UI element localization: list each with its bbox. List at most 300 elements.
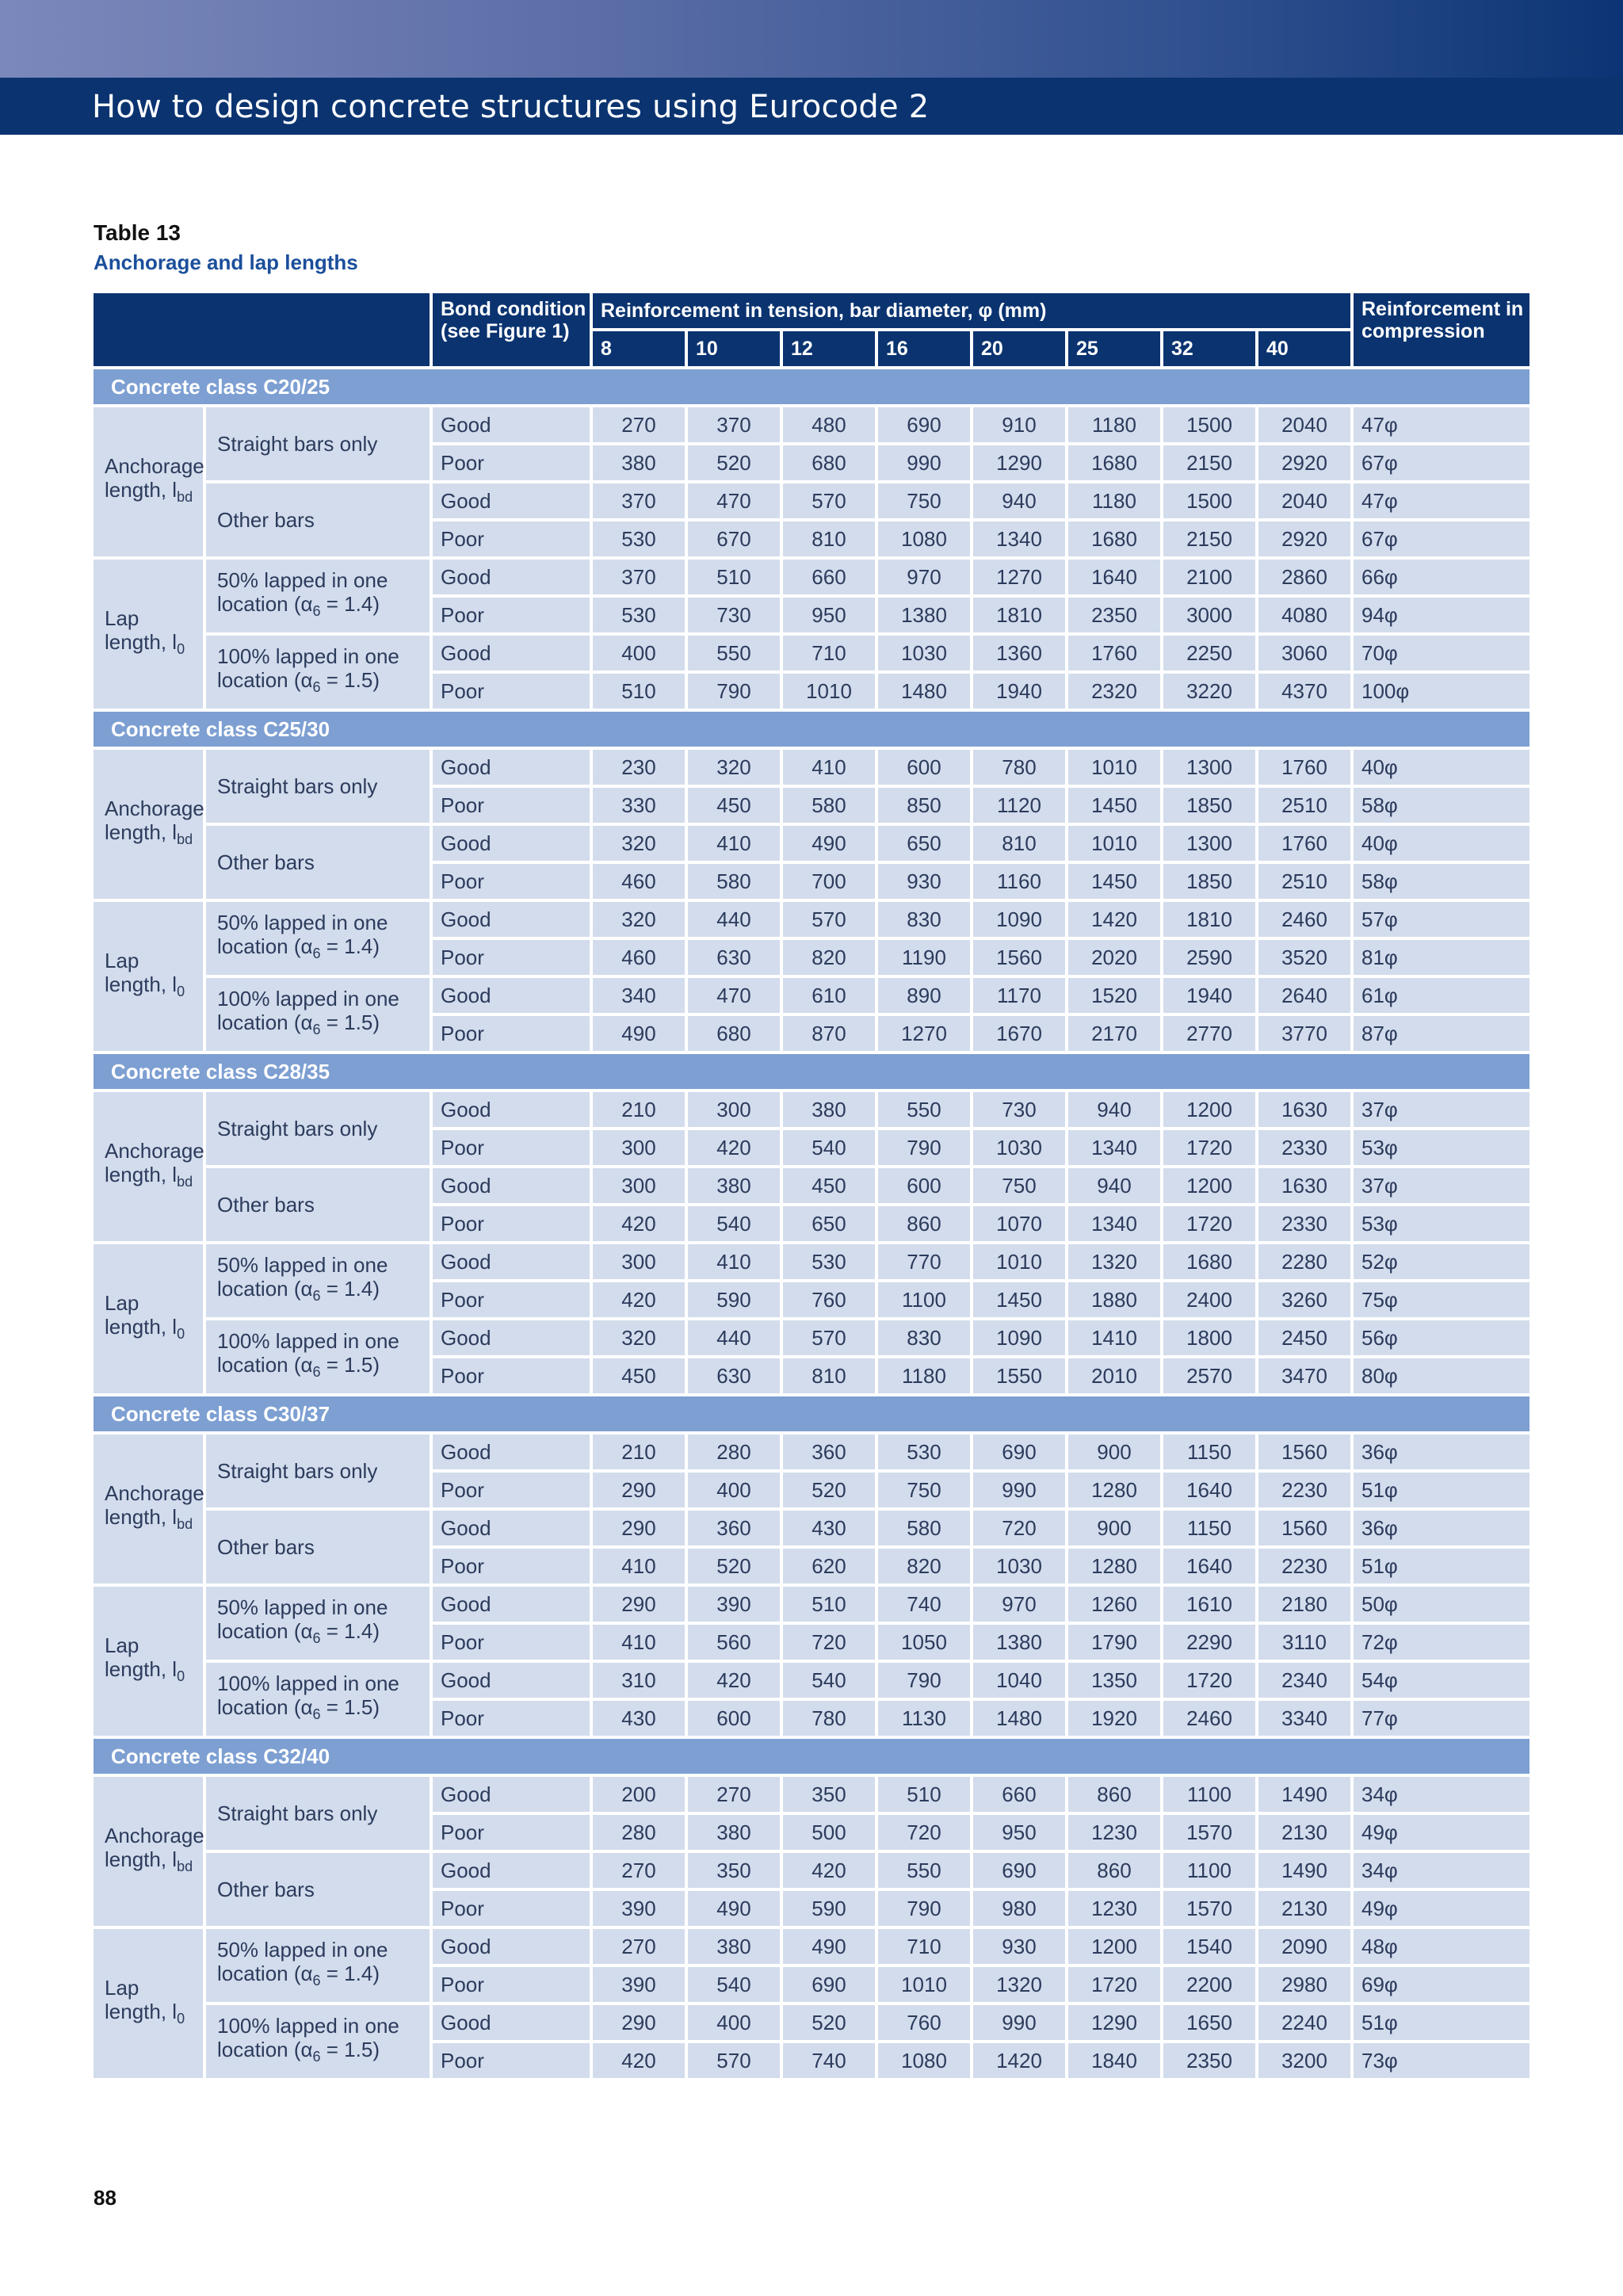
table-cell-value: 1570 — [1186, 1896, 1232, 1920]
tension-length-cell — [593, 560, 685, 594]
tension-length-cell — [1258, 598, 1350, 632]
table-cell-value: 94φ — [1361, 602, 1398, 627]
table-cell-value: 320 — [621, 831, 656, 855]
group-lap-length — [94, 1929, 203, 2078]
table-cell-value: 66φ — [1361, 564, 1398, 589]
subgroup-50-lapped-text: 50% lapped in one location (α — [217, 1595, 388, 1644]
table-cell-value: 580 — [716, 869, 751, 893]
table-cell-value: 4080 — [1281, 602, 1327, 627]
tension-length-cell — [593, 902, 685, 937]
document-title: How to design concrete structures using Eurocode 2 — [92, 89, 930, 125]
tension-length-cell — [878, 1320, 970, 1355]
tension-length-cell — [878, 1206, 970, 1241]
table-cell-value: 330 — [621, 793, 656, 817]
table-cell-value: 990 — [1002, 2010, 1037, 2034]
table-cell-value: 4370 — [1281, 678, 1327, 703]
table-cell-value: 850 — [907, 793, 941, 817]
table-cell-value: 53φ — [1361, 1211, 1398, 1236]
table-cell-value: 1680 — [1091, 526, 1137, 551]
table-cell-value: 1450 — [1091, 869, 1137, 893]
tension-length-cell — [593, 1511, 685, 1545]
tension-length-cell — [1068, 1587, 1160, 1622]
table-cell-value: 1420 — [996, 2048, 1042, 2073]
table-cell-value: 320 — [716, 755, 751, 779]
table-cell-value: 530 — [907, 1439, 941, 1464]
tension-length-cell — [783, 2043, 875, 2078]
group-lap-text: Lap length, l — [105, 606, 178, 655]
tension-length-cell — [1163, 1435, 1255, 1469]
table-cell-value: 300 — [716, 1097, 751, 1121]
table-cell-value: 1570 — [1186, 1820, 1232, 1844]
bond-condition-cell — [433, 902, 590, 937]
tension-length-cell — [973, 1473, 1065, 1507]
tension-length-cell — [1163, 940, 1255, 975]
bond-condition-cell — [433, 2043, 590, 2078]
tension-length-cell — [1258, 560, 1350, 594]
tension-length-cell — [783, 1016, 875, 1051]
table-cell-value: 970 — [1002, 1591, 1037, 1616]
subgroup-50-lapped-tail: = 1.4) — [320, 592, 380, 617]
tension-length-cell — [1258, 1244, 1350, 1279]
table-cell-value: 49φ — [1361, 1820, 1398, 1844]
tension-length-cell — [973, 1891, 1065, 1926]
table-cell-value: 480 — [812, 412, 846, 437]
compression-length-cell — [1354, 1967, 1529, 2002]
table-cell-value: 600 — [907, 1173, 941, 1198]
table-cell-value: 2350 — [1091, 602, 1137, 627]
table-cell-value: 570 — [812, 907, 846, 931]
tension-length-cell — [1068, 826, 1160, 861]
bond-condition-cell — [433, 1815, 590, 1850]
tension-length-cell — [878, 598, 970, 632]
header-gradient-band — [0, 0, 1623, 78]
table-cell-value: 940 — [1002, 488, 1037, 513]
tension-length-cell — [593, 636, 685, 670]
table-cell-value: 670 — [716, 526, 751, 551]
bond-condition-value: Good — [441, 1668, 491, 1692]
tension-length-cell — [973, 1511, 1065, 1545]
table-cell-value: 2920 — [1281, 526, 1327, 551]
table-cell-value: 48φ — [1361, 1934, 1398, 1958]
bond-condition-value: Good — [441, 564, 491, 589]
tension-length-cell — [688, 636, 780, 670]
tension-length-cell — [688, 1663, 780, 1698]
tension-length-cell — [688, 1244, 780, 1279]
bond-condition-cell — [433, 1168, 590, 1203]
tension-length-cell — [783, 1625, 875, 1660]
table-cell-value: 3060 — [1281, 640, 1327, 665]
tension-length-cell — [1258, 788, 1350, 823]
subgroup-straight-bars-text: Straight bars only — [217, 432, 378, 456]
table-cell-value: 280 — [716, 1439, 751, 1464]
tension-length-cell — [1068, 864, 1160, 899]
group-lap-length — [94, 1244, 203, 1393]
tension-length-cell — [878, 1929, 970, 1964]
table-cell-value: 630 — [716, 945, 751, 969]
table-cell-value: 350 — [716, 1858, 751, 1882]
tension-length-cell — [593, 674, 685, 709]
tension-length-cell — [1163, 483, 1255, 518]
tension-length-cell — [878, 826, 970, 861]
alpha-subscript: 6 — [312, 1364, 321, 1381]
tension-length-cell — [783, 1511, 875, 1545]
tension-length-cell — [688, 864, 780, 899]
subgroup-straight-bars — [206, 1435, 430, 1507]
tension-length-cell — [593, 978, 685, 1013]
tension-length-cell — [973, 1967, 1065, 2002]
table-cell-value: 2510 — [1281, 869, 1327, 893]
table-cell-value: 61φ — [1361, 983, 1398, 1007]
table-cell-value: 75φ — [1361, 1287, 1398, 1312]
tension-length-cell — [1258, 1663, 1350, 1698]
table-cell-value: 450 — [716, 793, 751, 817]
bond-condition-cell — [433, 1891, 590, 1926]
subgroup-100-lapped-text: 100% lapped in one location (α — [217, 987, 399, 1035]
subgroup-100-lapped-tail: = 1.5) — [320, 1010, 380, 1035]
compression-length-cell — [1354, 560, 1529, 594]
table-cell-value: 1290 — [996, 450, 1042, 475]
tension-length-cell — [1258, 674, 1350, 709]
table-cell-value: 1410 — [1091, 1325, 1137, 1350]
table-cell-value: 890 — [907, 983, 941, 1007]
tension-length-cell — [1068, 1244, 1160, 1279]
table-cell-value: 370 — [621, 488, 656, 513]
tension-length-cell — [878, 1891, 970, 1926]
table-cell-value: 430 — [812, 1515, 846, 1540]
table-cell-value: 3470 — [1281, 1363, 1327, 1388]
compression-length-cell — [1354, 1168, 1529, 1203]
tension-length-cell — [1163, 1929, 1255, 1964]
compression-length-cell — [1354, 1853, 1529, 1888]
tension-length-cell — [1068, 1663, 1160, 1698]
diameter-header-cell — [973, 331, 1065, 366]
tension-length-cell — [688, 483, 780, 518]
table-cell-value: 77φ — [1361, 1706, 1398, 1730]
tension-length-cell — [593, 1777, 685, 1812]
tension-length-cell — [688, 598, 780, 632]
tension-length-cell — [783, 1815, 875, 1850]
tension-length-cell — [593, 1244, 685, 1279]
table-cell-value: 570 — [812, 1325, 846, 1350]
tension-length-cell — [1163, 1967, 1255, 2002]
table-cell-value: 710 — [812, 640, 846, 665]
tension-length-cell — [783, 636, 875, 670]
anchorage-lap-table — [94, 293, 1524, 2078]
table-cell-value: 490 — [812, 1934, 846, 1958]
tension-length-cell — [1258, 1320, 1350, 1355]
bond-condition-value: Poor — [441, 526, 484, 551]
table-cell-value: 930 — [907, 869, 941, 893]
subgroup-100-lapped — [206, 978, 430, 1051]
tension-length-cell — [593, 1435, 685, 1469]
table-cell-value: 520 — [716, 450, 751, 475]
table-cell-value: 69φ — [1361, 1972, 1398, 1996]
tension-length-cell — [1068, 1320, 1160, 1355]
tension-length-cell — [878, 407, 970, 442]
tension-length-cell — [1163, 1358, 1255, 1393]
group-anchorage-subscript: bd — [177, 1859, 193, 1875]
table-cell-value: 560 — [716, 1629, 751, 1654]
table-cell-value: 430 — [621, 1706, 656, 1730]
tension-length-cell — [973, 978, 1065, 1013]
compression-length-cell — [1354, 1815, 1529, 1850]
table-cell-value: 1720 — [1186, 1135, 1232, 1159]
bond-condition-cell — [433, 826, 590, 861]
bond-condition-cell — [433, 1777, 590, 1812]
table-cell-value: 810 — [812, 1363, 846, 1388]
group-anchorage-length — [94, 750, 203, 899]
table-cell-value: 2320 — [1091, 678, 1137, 703]
table-cell-value: 1500 — [1186, 488, 1232, 513]
table-cell-value: 58φ — [1361, 869, 1398, 893]
table-cell-value: 720 — [907, 1820, 941, 1844]
bond-condition-value: Poor — [441, 1363, 484, 1388]
tension-length-cell — [1068, 1206, 1160, 1241]
tension-length-cell — [783, 1967, 875, 2002]
bond-condition-cell — [433, 1967, 590, 2002]
tension-length-cell — [1258, 1435, 1350, 1469]
table-cell-value: 740 — [812, 2048, 846, 2073]
subgroup-other-bars-text: Other bars — [217, 1878, 315, 1901]
compression-length-cell — [1354, 864, 1529, 899]
table-cell-value: 36φ — [1361, 1439, 1398, 1464]
tension-length-cell — [973, 674, 1065, 709]
section-header — [94, 1054, 1529, 1089]
tension-length-cell — [973, 750, 1065, 785]
subgroup-other-bars-text: Other bars — [217, 850, 315, 874]
subgroup-50-lapped-tail: = 1.4) — [320, 1277, 380, 1301]
table-cell-value: 550 — [716, 640, 751, 665]
group-anchorage-text: Anchorage length, l — [105, 1481, 204, 1530]
table-cell-value: 72φ — [1361, 1629, 1398, 1654]
tension-length-cell — [1068, 1701, 1160, 1736]
table-cell-value: 1840 — [1091, 2048, 1137, 2073]
table-cell-value: 1360 — [996, 640, 1042, 665]
table-cell-value: 2920 — [1281, 450, 1327, 475]
table-cell-value: 1260 — [1091, 1591, 1137, 1616]
table-cell-value: 2510 — [1281, 793, 1327, 817]
tension-length-cell — [593, 1815, 685, 1850]
tension-length-cell — [878, 1092, 970, 1127]
table-cell-value: 790 — [716, 678, 751, 703]
tension-length-cell — [783, 674, 875, 709]
group-anchorage-subscript: bd — [177, 831, 193, 848]
tension-length-cell — [1068, 1168, 1160, 1203]
tension-length-cell — [688, 407, 780, 442]
tension-length-cell — [783, 1853, 875, 1888]
tension-length-cell — [1163, 521, 1255, 556]
tension-length-cell — [1258, 864, 1350, 899]
diameter-label: 12 — [791, 338, 813, 360]
compression-length-cell — [1354, 1929, 1529, 1964]
bond-condition-value: Poor — [441, 1135, 484, 1159]
tension-length-cell — [688, 1891, 780, 1926]
tension-length-cell — [688, 826, 780, 861]
table-cell-value: 2040 — [1281, 412, 1327, 437]
table-cell-value: 2230 — [1281, 1477, 1327, 1502]
table-cell-value: 1230 — [1091, 1820, 1137, 1844]
tension-length-cell — [1068, 978, 1160, 1013]
table-cell-value: 1080 — [901, 526, 947, 551]
table-cell-value: 1040 — [996, 1668, 1042, 1692]
diameter-label: 32 — [1171, 338, 1193, 360]
tension-length-cell — [1163, 1016, 1255, 1051]
table-cell-value: 2340 — [1281, 1668, 1327, 1692]
table-cell-value: 1030 — [901, 640, 947, 665]
subgroup-50-lapped-text: 50% lapped in one location (α — [217, 1938, 388, 1986]
table-cell-value: 790 — [907, 1896, 941, 1920]
tension-length-cell — [1258, 1853, 1350, 1888]
tension-length-cell — [1068, 483, 1160, 518]
alpha-subscript: 6 — [312, 946, 321, 962]
bond-condition-value: Poor — [441, 450, 484, 475]
tension-length-cell — [878, 978, 970, 1013]
section-title: Concrete class C32/40 — [111, 1744, 330, 1768]
tension-length-cell — [688, 1206, 780, 1241]
table-cell-value: 1760 — [1281, 831, 1327, 855]
table-cell-value: 2150 — [1186, 450, 1232, 475]
tension-length-cell — [973, 445, 1065, 480]
group-lap-subscript: 0 — [177, 1668, 185, 1685]
tension-length-cell — [688, 445, 780, 480]
table-cell-value: 2230 — [1281, 1553, 1327, 1578]
tension-length-cell — [1258, 1967, 1350, 2002]
table-cell-value: 860 — [1097, 1782, 1132, 1806]
bond-condition-value: Good — [441, 831, 491, 855]
table-cell-value: 1480 — [901, 678, 947, 703]
group-anchorage-length — [94, 1435, 203, 1584]
group-anchorage-text: Anchorage length, l — [105, 1139, 204, 1187]
table-cell-value: 1940 — [996, 678, 1042, 703]
table-cell-value: 1150 — [1187, 1515, 1232, 1540]
table-label: Table 13 — [94, 220, 181, 245]
table-cell-value: 900 — [1097, 1439, 1132, 1464]
tension-length-cell — [783, 407, 875, 442]
group-anchorage-subscript: bd — [177, 489, 193, 506]
table-cell-value: 1940 — [1186, 983, 1232, 1007]
tension-length-cell — [688, 1549, 780, 1584]
compression-length-cell — [1354, 1282, 1529, 1317]
table-grid — [94, 293, 1524, 2078]
tension-length-cell — [593, 2005, 685, 2040]
table-cell-value: 1200 — [1186, 1173, 1232, 1198]
table-cell-value: 750 — [907, 1477, 941, 1502]
diameter-header-cell — [783, 331, 875, 366]
tension-length-cell — [1068, 1435, 1160, 1469]
bond-condition-value: Poor — [441, 1820, 484, 1844]
tension-length-cell — [1258, 1016, 1350, 1051]
table-cell-value: 47φ — [1361, 412, 1398, 437]
tension-length-cell — [878, 788, 970, 823]
header-title-bar — [0, 78, 1623, 135]
tension-length-cell — [688, 1625, 780, 1660]
diameter-header-cell — [593, 331, 685, 366]
table-cell-value: 1640 — [1091, 564, 1137, 589]
bond-condition-cell — [433, 1130, 590, 1165]
bond-condition-cell — [433, 1511, 590, 1545]
tension-length-cell — [688, 940, 780, 975]
tension-length-cell — [1163, 1473, 1255, 1507]
tension-length-cell — [973, 1929, 1065, 1964]
bond-condition-cell — [433, 560, 590, 594]
diameter-header-cell — [1163, 331, 1255, 366]
table-cell-value: 690 — [1002, 1439, 1037, 1464]
compression-length-cell — [1354, 1130, 1529, 1165]
bond-condition-value: Poor — [441, 1211, 484, 1236]
table-cell-value: 1080 — [901, 2048, 947, 2073]
table-cell-value: 1010 — [901, 1972, 947, 1996]
table-cell-value: 550 — [907, 1097, 941, 1121]
table-cell-value: 1760 — [1281, 755, 1327, 779]
tension-length-cell — [973, 1625, 1065, 1660]
table-cell-value: 1480 — [996, 1706, 1042, 1730]
tension-length-cell — [783, 1701, 875, 1736]
table-cell-value: 460 — [621, 945, 656, 969]
table-cell-value: 54φ — [1361, 1668, 1398, 1692]
table-cell-value: 2350 — [1186, 2048, 1232, 2073]
table-cell-value: 1340 — [1091, 1135, 1137, 1159]
table-cell-value: 410 — [621, 1553, 656, 1578]
bond-condition-value: Poor — [441, 1287, 484, 1312]
table-cell-value: 400 — [716, 2010, 751, 2034]
tension-length-cell — [1163, 1092, 1255, 1127]
tension-length-cell — [973, 1815, 1065, 1850]
tension-length-cell — [878, 1701, 970, 1736]
subgroup-other-bars — [206, 1853, 430, 1926]
bond-condition-value: Good — [441, 1325, 491, 1350]
table-cell-value: 2010 — [1091, 1363, 1137, 1388]
table-cell-value: 1340 — [996, 526, 1042, 551]
group-lap-text: Lap length, l — [105, 1291, 178, 1339]
tension-length-cell — [1163, 864, 1255, 899]
tension-length-cell — [1163, 445, 1255, 480]
table-cell-value: 680 — [716, 1021, 751, 1045]
table-cell-value: 1720 — [1186, 1668, 1232, 1692]
tension-length-cell — [688, 1435, 780, 1469]
tension-length-cell — [1068, 407, 1160, 442]
table-cell-value: 310 — [621, 1668, 656, 1692]
table-cell-value: 570 — [812, 488, 846, 513]
tension-length-cell — [688, 902, 780, 937]
subgroup-100-lapped-tail: = 1.5) — [320, 1695, 380, 1720]
bond-condition-cell — [433, 940, 590, 975]
table-caption: Anchorage and lap lengths — [94, 250, 358, 274]
table-cell-value: 750 — [907, 488, 941, 513]
table-cell-value: 210 — [621, 1097, 656, 1121]
subgroup-100-lapped — [206, 636, 430, 709]
group-anchorage-text: Anchorage length, l — [105, 454, 204, 502]
table-cell-value: 1560 — [996, 945, 1042, 969]
bond-condition-cell — [433, 1587, 590, 1622]
table-cell-value: 520 — [812, 2010, 846, 2034]
table-cell-value: 1450 — [1091, 793, 1137, 817]
compression-length-cell — [1354, 750, 1529, 785]
tension-length-cell — [973, 940, 1065, 975]
table-cell-value: 550 — [907, 1858, 941, 1882]
alpha-subscript: 6 — [312, 2049, 321, 2065]
table-cell-value: 810 — [812, 526, 846, 551]
tension-length-cell — [973, 483, 1065, 518]
table-cell-value: 410 — [812, 755, 846, 779]
tension-length-cell — [783, 978, 875, 1013]
subgroup-50-lapped — [206, 902, 430, 975]
table-cell-value: 380 — [621, 450, 656, 475]
tension-length-cell — [973, 407, 1065, 442]
table-cell-value: 50φ — [1361, 1591, 1398, 1616]
group-anchorage-text: Anchorage length, l — [105, 1824, 204, 1872]
table-cell-value: 530 — [621, 602, 656, 627]
table-cell-value: 1320 — [996, 1972, 1042, 1996]
